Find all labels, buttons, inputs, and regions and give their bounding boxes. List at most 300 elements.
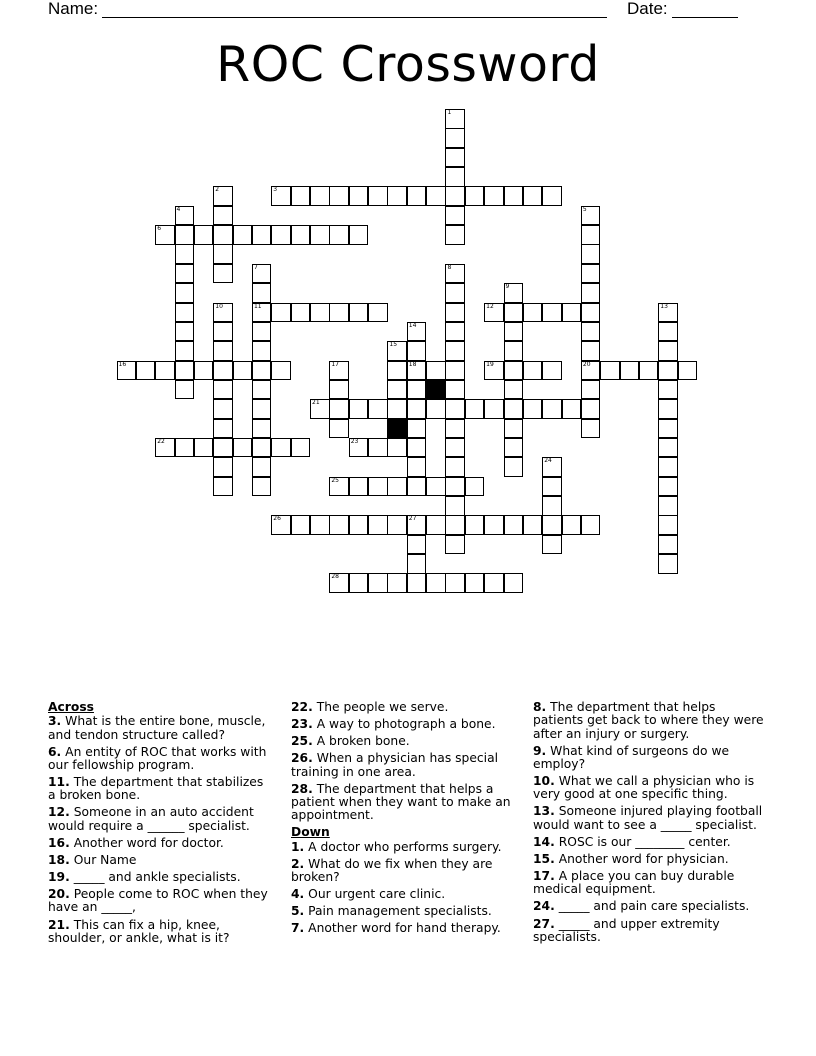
crossword-cell[interactable] xyxy=(445,341,465,361)
crossword-cell[interactable] xyxy=(349,515,369,535)
crossword-cell[interactable] xyxy=(465,186,485,206)
crossword-cell[interactable] xyxy=(658,303,678,323)
crossword-cell[interactable] xyxy=(213,457,233,477)
crossword-cell[interactable] xyxy=(445,225,465,245)
down-heading: Down xyxy=(291,825,330,840)
crossword-cell[interactable] xyxy=(252,457,272,477)
clue-number: 20. xyxy=(48,887,70,902)
crossword-cell[interactable] xyxy=(329,477,349,497)
crossword-cell[interactable] xyxy=(484,361,504,381)
crossword-cell[interactable] xyxy=(252,303,272,323)
crossword-cell[interactable] xyxy=(349,225,369,245)
crossword-cell[interactable] xyxy=(484,515,504,535)
crossword-cell[interactable] xyxy=(581,515,601,535)
crossword-cell[interactable] xyxy=(445,535,465,555)
crossword-cell[interactable] xyxy=(387,380,407,400)
clue-number: 15. xyxy=(533,851,555,866)
crossword-cell[interactable] xyxy=(445,206,465,226)
crossword-cell[interactable] xyxy=(407,341,427,361)
crossword-cell[interactable] xyxy=(368,573,388,593)
crossword-cell[interactable] xyxy=(252,322,272,342)
clue-number: 10. xyxy=(533,774,555,789)
crossword-cell[interactable] xyxy=(504,438,524,458)
crossword-cell[interactable] xyxy=(252,477,272,497)
clue-down-17 xyxy=(533,870,765,897)
crossword-cell[interactable] xyxy=(581,283,601,303)
clue-text: Another word for doctor. xyxy=(73,835,224,850)
crossword-cell[interactable] xyxy=(445,167,465,187)
crossword-cell[interactable] xyxy=(213,341,233,361)
crossword-cell[interactable] xyxy=(329,225,349,245)
clue-across-19 xyxy=(48,871,274,884)
crossword-cell[interactable] xyxy=(175,361,195,381)
crossword-cell[interactable] xyxy=(329,419,349,439)
clues-column-1 xyxy=(48,701,274,949)
clue-number: 13. xyxy=(533,804,555,819)
clue-number-label: 9 xyxy=(505,283,510,291)
crossword-cell[interactable] xyxy=(562,515,582,535)
clue-number-label: 8 xyxy=(447,263,452,271)
crossword-cell[interactable] xyxy=(175,303,195,323)
crossword-cell[interactable] xyxy=(252,283,272,303)
clue-number-label: 26 xyxy=(273,515,281,523)
crossword-cell[interactable] xyxy=(387,341,407,361)
crossword-cell[interactable] xyxy=(291,225,311,245)
crossword-cell[interactable] xyxy=(581,341,601,361)
crossword-cell[interactable] xyxy=(426,573,446,593)
clue-down-27 xyxy=(533,918,765,945)
clue-number: 9. xyxy=(533,743,547,758)
crossword-cell[interactable] xyxy=(175,341,195,361)
crossword-cell[interactable] xyxy=(658,496,678,516)
crossword-cell[interactable] xyxy=(658,535,678,555)
clue-number: 18. xyxy=(48,852,70,867)
crossword-cell[interactable] xyxy=(484,399,504,419)
crossword-cell[interactable] xyxy=(639,361,659,381)
crossword-cell[interactable] xyxy=(387,361,407,381)
crossword-cell[interactable] xyxy=(445,361,465,381)
clue-number: 7. xyxy=(291,921,305,936)
clue-number: 23. xyxy=(291,717,313,732)
crossword-cell[interactable] xyxy=(542,303,562,323)
crossword-cell[interactable] xyxy=(252,399,272,419)
crossword-cell[interactable] xyxy=(368,438,388,458)
clue-across-26 xyxy=(291,752,516,779)
crossword-cell[interactable] xyxy=(465,399,485,419)
clue-number-label: 6 xyxy=(157,225,162,233)
crossword-cell[interactable] xyxy=(581,419,601,439)
clue-number-label: 22 xyxy=(157,437,165,445)
crossword-cell[interactable] xyxy=(310,303,330,323)
clue-text: Pain management specialists. xyxy=(308,904,492,919)
crossword-cell[interactable] xyxy=(155,225,175,245)
crossword-cell[interactable] xyxy=(445,128,465,148)
crossword-cell[interactable] xyxy=(600,361,620,381)
crossword-cell[interactable] xyxy=(542,186,562,206)
date-label: Date: xyxy=(627,0,668,18)
clue-text: _____ and upper extremity specialists. xyxy=(533,916,720,944)
clue-text: A broken bone. xyxy=(316,734,410,749)
crossword-cell[interactable] xyxy=(445,457,465,477)
crossword-cell[interactable] xyxy=(445,380,465,400)
crossword-cell[interactable] xyxy=(523,361,543,381)
clue-down-8 xyxy=(533,701,765,741)
crossword-cell[interactable] xyxy=(504,380,524,400)
crossword-cell[interactable] xyxy=(349,399,369,419)
clue-across-18 xyxy=(48,854,274,867)
crossword-cell[interactable] xyxy=(175,244,195,264)
clue-down-9 xyxy=(533,745,765,772)
crossword-cell[interactable] xyxy=(542,457,562,477)
crossword-cell[interactable] xyxy=(329,361,349,381)
crossword-cell[interactable] xyxy=(407,322,427,342)
crossword-cell[interactable] xyxy=(368,303,388,323)
clue-number: 27. xyxy=(533,916,555,931)
clue-down-14 xyxy=(533,836,765,849)
clue-text: The department that helps patients get back to where they were after an injury or surgery. xyxy=(533,700,764,741)
crossword-cell[interactable] xyxy=(407,515,427,535)
clue-text: A way to photograph a bone. xyxy=(316,717,496,732)
crossword-cell[interactable] xyxy=(233,361,253,381)
clue-number: 26. xyxy=(291,751,313,766)
crossword-cell[interactable] xyxy=(523,186,543,206)
clue-text: When a physician has special training in one area. xyxy=(291,751,499,779)
crossword-cell[interactable] xyxy=(194,438,214,458)
crossword-cell[interactable] xyxy=(213,419,233,439)
crossword-cell[interactable] xyxy=(581,244,601,264)
crossword-cell[interactable] xyxy=(658,399,678,419)
crossword-cell[interactable] xyxy=(175,438,195,458)
crossword-cell[interactable] xyxy=(368,186,388,206)
crossword-cell[interactable] xyxy=(387,477,407,497)
clue-across-6 xyxy=(48,746,274,773)
clue-text: Our Name xyxy=(73,852,137,867)
clue-down-10 xyxy=(533,775,765,802)
crossword-cell[interactable] xyxy=(581,361,601,381)
crossword-cell[interactable] xyxy=(426,361,446,381)
clue-number: 3. xyxy=(48,714,62,729)
crossword-cell[interactable] xyxy=(271,515,291,535)
crossword-cell[interactable] xyxy=(213,322,233,342)
crossword-cell[interactable] xyxy=(407,399,427,419)
crossword-cell[interactable] xyxy=(445,515,465,535)
crossword-cell[interactable] xyxy=(291,515,311,535)
crossword-cell[interactable] xyxy=(504,341,524,361)
clue-number: 8. xyxy=(533,700,547,714)
crossword-cell[interactable] xyxy=(581,322,601,342)
clue-across-11 xyxy=(48,776,274,803)
clue-number-label: 3 xyxy=(273,186,278,194)
crossword-cell[interactable] xyxy=(271,303,291,323)
clue-number-label: 13 xyxy=(660,302,668,310)
crossword-cell[interactable] xyxy=(387,515,407,535)
crossword-cell[interactable] xyxy=(426,515,446,535)
crossword-cell[interactable] xyxy=(175,283,195,303)
crossword-cell[interactable] xyxy=(213,186,233,206)
crossword-cell[interactable] xyxy=(329,186,349,206)
crossword-cell[interactable] xyxy=(465,477,485,497)
crossword-cell[interactable] xyxy=(252,341,272,361)
crossword-cell[interactable] xyxy=(213,264,233,284)
crossword-cell[interactable] xyxy=(175,206,195,226)
crossword-cell[interactable] xyxy=(523,399,543,419)
crossword-cell[interactable] xyxy=(407,554,427,574)
crossword-cell[interactable] xyxy=(445,283,465,303)
clue-number-label: 5 xyxy=(582,205,587,213)
clue-number: 22. xyxy=(291,700,313,714)
clue-number: 24. xyxy=(533,899,555,914)
clue-down-5 xyxy=(291,905,516,918)
clue-down-24 xyxy=(533,900,765,913)
crossword-cell[interactable] xyxy=(387,186,407,206)
crossword-cell[interactable] xyxy=(213,244,233,264)
clue-number-label: 25 xyxy=(331,476,339,484)
clue-number: 2. xyxy=(291,856,305,871)
clue-text: ROSC is our ________ center. xyxy=(558,834,731,849)
clue-number: 16. xyxy=(48,835,70,850)
crossword-cell[interactable] xyxy=(542,361,562,381)
crossword-cell[interactable] xyxy=(175,264,195,284)
crossword-cell[interactable] xyxy=(155,361,175,381)
crossword-cell[interactable] xyxy=(542,515,562,535)
clue-number-label: 17 xyxy=(331,360,339,368)
crossword-cell[interactable] xyxy=(465,515,485,535)
clue-number: 1. xyxy=(291,839,305,854)
crossword-cell[interactable] xyxy=(194,225,214,245)
crossword-cell[interactable] xyxy=(407,438,427,458)
crossword-cell[interactable] xyxy=(542,496,562,516)
crossword-cell[interactable] xyxy=(213,225,233,245)
crossword-cell[interactable] xyxy=(658,419,678,439)
clue-across-21 xyxy=(48,919,274,946)
clue-number-label: 10 xyxy=(215,302,223,310)
crossword-cell[interactable] xyxy=(213,206,233,226)
crossword-cell[interactable] xyxy=(484,186,504,206)
crossword-cell[interactable] xyxy=(426,186,446,206)
crossword-cell[interactable] xyxy=(678,361,698,381)
crossword-cell[interactable] xyxy=(407,186,427,206)
crossword-cell[interactable] xyxy=(271,186,291,206)
clue-down-2 xyxy=(291,858,516,885)
crossword-cell[interactable] xyxy=(658,457,678,477)
crossword-cell[interactable] xyxy=(329,303,349,323)
crossword-cell[interactable] xyxy=(542,399,562,419)
crossword-cell[interactable] xyxy=(213,477,233,497)
crossword-cell[interactable] xyxy=(542,535,562,555)
crossword-cell[interactable] xyxy=(658,341,678,361)
crossword-cell[interactable] xyxy=(407,573,427,593)
crossword-cell[interactable] xyxy=(562,399,582,419)
crossword-cell[interactable] xyxy=(252,438,272,458)
crossword-cell[interactable] xyxy=(581,264,601,284)
crossword-cell[interactable] xyxy=(349,573,369,593)
crossword-cell[interactable] xyxy=(349,477,369,497)
crossword-cell[interactable] xyxy=(407,361,427,381)
crossword-cell[interactable] xyxy=(504,399,524,419)
crossword-cell[interactable] xyxy=(349,438,369,458)
crossword-cell[interactable] xyxy=(484,303,504,323)
crossword-cell[interactable] xyxy=(407,535,427,555)
crossword-cell[interactable] xyxy=(252,264,272,284)
black-block xyxy=(426,380,446,400)
crossword-cell[interactable] xyxy=(523,515,543,535)
crossword-cell[interactable] xyxy=(504,283,524,303)
crossword-cell[interactable] xyxy=(117,361,137,381)
clue-text: Another word for hand therapy. xyxy=(308,921,501,936)
crossword-cell[interactable] xyxy=(581,206,601,226)
crossword-cell[interactable] xyxy=(213,380,233,400)
clue-across-3 xyxy=(48,715,274,742)
crossword-cell[interactable] xyxy=(504,457,524,477)
crossword-cell[interactable] xyxy=(620,361,640,381)
clue-down-1 xyxy=(291,841,516,854)
clue-across-28 xyxy=(291,783,516,823)
clue-number-label: 21 xyxy=(312,399,320,407)
crossword-cell[interactable] xyxy=(445,303,465,323)
crossword-cell[interactable] xyxy=(368,399,388,419)
crossword-cell[interactable] xyxy=(310,225,330,245)
crossword-cell[interactable] xyxy=(368,515,388,535)
crossword-cell[interactable] xyxy=(407,477,427,497)
crossword-cell[interactable] xyxy=(504,303,524,323)
crossword-cell[interactable] xyxy=(233,438,253,458)
crossword-cell[interactable] xyxy=(233,225,253,245)
crossword-cell[interactable] xyxy=(445,477,465,497)
crossword-cell[interactable] xyxy=(658,554,678,574)
crossword-cell[interactable] xyxy=(542,477,562,497)
clue-number: 28. xyxy=(291,781,313,796)
crossword-cell[interactable] xyxy=(349,303,369,323)
crossword-cell[interactable] xyxy=(445,264,465,284)
crossword-cell[interactable] xyxy=(504,186,524,206)
crossword-cell[interactable] xyxy=(136,361,156,381)
crossword-cell[interactable] xyxy=(426,399,446,419)
crossword-cell[interactable] xyxy=(329,515,349,535)
crossword-cell[interactable] xyxy=(658,438,678,458)
crossword-cell[interactable] xyxy=(329,399,349,419)
crossword-cell[interactable] xyxy=(504,419,524,439)
crossword-cell[interactable] xyxy=(175,380,195,400)
clue-across-23 xyxy=(291,718,516,731)
clue-across-25 xyxy=(291,735,516,748)
clue-text: What is the entire bone, muscle, and tendon structure called? xyxy=(48,714,266,742)
clue-number-label: 1 xyxy=(447,109,452,116)
crossword-cell[interactable] xyxy=(445,322,465,342)
crossword-cell[interactable] xyxy=(291,438,311,458)
crossword-cell[interactable] xyxy=(523,303,543,323)
clue-number: 25. xyxy=(291,734,313,749)
crossword-cell[interactable] xyxy=(504,322,524,342)
clue-number-label: 16 xyxy=(118,360,127,368)
crossword-cell[interactable] xyxy=(581,303,601,323)
crossword-cell[interactable] xyxy=(407,457,427,477)
clue-text: Our urgent care clinic. xyxy=(308,887,446,902)
crossword-cell[interactable] xyxy=(426,477,446,497)
crossword-cell[interactable] xyxy=(310,186,330,206)
clue-down-4 xyxy=(291,888,516,901)
crossword-cell[interactable] xyxy=(658,477,678,497)
crossword-cell[interactable] xyxy=(213,438,233,458)
crossword-cell[interactable] xyxy=(252,361,272,381)
crossword-cell[interactable] xyxy=(445,186,465,206)
crossword-cell[interactable] xyxy=(271,225,291,245)
clue-number: 21. xyxy=(48,917,70,932)
crossword-cell[interactable] xyxy=(445,399,465,419)
clue-number-label: 28 xyxy=(331,573,339,581)
crossword-cell[interactable] xyxy=(368,477,388,497)
crossword-cell[interactable] xyxy=(504,515,524,535)
clue-number-label: 7 xyxy=(253,263,258,271)
crossword-cell[interactable] xyxy=(291,303,311,323)
crossword-cell[interactable] xyxy=(445,109,465,129)
clue-number-label: 19 xyxy=(486,360,494,368)
crossword-cell[interactable] xyxy=(329,380,349,400)
crossword-cell[interactable] xyxy=(465,573,485,593)
crossword-cell[interactable] xyxy=(504,361,524,381)
clue-number: 4. xyxy=(291,887,305,902)
crossword-cell[interactable] xyxy=(581,399,601,419)
crossword-cell[interactable] xyxy=(349,186,369,206)
crossword-cell[interactable] xyxy=(291,186,311,206)
crossword-cell[interactable] xyxy=(658,322,678,342)
crossword-cell[interactable] xyxy=(445,419,465,439)
crossword-cell[interactable] xyxy=(658,515,678,535)
crossword-cell[interactable] xyxy=(445,148,465,168)
crossword-cell[interactable] xyxy=(484,573,504,593)
crossword-cell[interactable] xyxy=(175,225,195,245)
clues-column-3 xyxy=(533,701,765,948)
clues-column-2 xyxy=(291,701,516,939)
clue-text: A doctor who performs surgery. xyxy=(308,839,502,854)
crossword-cell[interactable] xyxy=(271,361,291,381)
crossword-cell[interactable] xyxy=(581,225,601,245)
crossword-cell[interactable] xyxy=(504,573,524,593)
crossword-cell[interactable] xyxy=(562,303,582,323)
crossword-cell[interactable] xyxy=(445,573,465,593)
crossword-cell[interactable] xyxy=(175,322,195,342)
clue-text: People come to ROC when they have an _____, xyxy=(48,887,268,915)
crossword-cell[interactable] xyxy=(445,496,465,516)
crossword-cell[interactable] xyxy=(407,380,427,400)
across-heading: Across xyxy=(48,700,94,714)
clue-text: What kind of surgeons do we employ? xyxy=(533,743,730,771)
crossword-cell[interactable] xyxy=(252,419,272,439)
crossword-cell[interactable] xyxy=(329,573,349,593)
clue-text: _____ and ankle specialists. xyxy=(73,870,241,885)
crossword-cell[interactable] xyxy=(213,361,233,381)
crossword-cell[interactable] xyxy=(252,380,272,400)
crossword-cell[interactable] xyxy=(658,380,678,400)
crossword-cell[interactable] xyxy=(194,361,214,381)
crossword-cell[interactable] xyxy=(387,399,407,419)
clue-number-label: 11 xyxy=(253,302,262,310)
crossword-cell[interactable] xyxy=(407,419,427,439)
crossword-cell[interactable] xyxy=(155,438,175,458)
crossword-cell[interactable] xyxy=(310,515,330,535)
clue-number-label: 15 xyxy=(389,341,398,349)
crossword-cell[interactable] xyxy=(658,361,678,381)
crossword-cell[interactable] xyxy=(310,399,330,419)
crossword-cell[interactable] xyxy=(252,225,272,245)
crossword-cell[interactable] xyxy=(213,399,233,419)
crossword-cell[interactable] xyxy=(213,303,233,323)
crossword-cell[interactable] xyxy=(445,438,465,458)
clue-number: 6. xyxy=(48,744,62,759)
crossword-cell[interactable] xyxy=(271,438,291,458)
crossword-cell[interactable] xyxy=(387,438,407,458)
crossword-cell[interactable] xyxy=(387,573,407,593)
crossword-cell[interactable] xyxy=(581,380,601,400)
